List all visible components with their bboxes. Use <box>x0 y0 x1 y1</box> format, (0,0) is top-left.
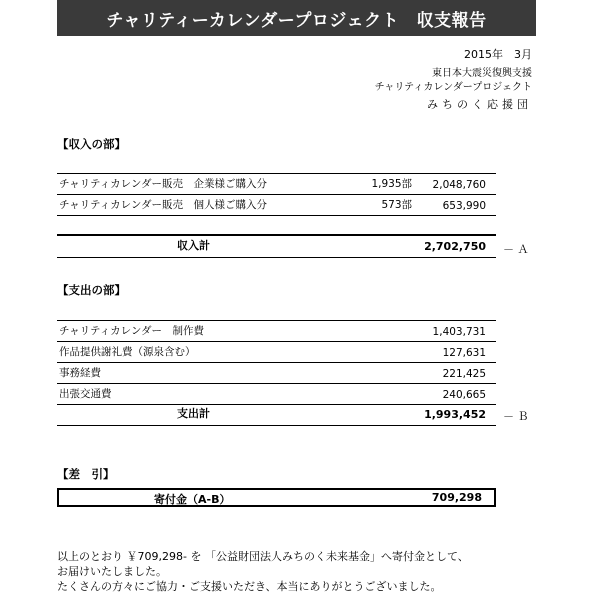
expense-total-row <box>57 404 496 426</box>
income-total-amount: 2,702,750 <box>424 240 486 253</box>
org-name: みちのく応援団 <box>427 98 532 111</box>
expense-total-label: 支出計 <box>177 407 210 420</box>
income-row-amount: 2,048,760 <box>432 179 486 191</box>
expense-row <box>57 384 496 405</box>
income-marker: － Ａ <box>503 243 529 256</box>
income-heading: 【収入の部】 <box>57 137 126 151</box>
expense-row-label: 作品提供謝礼費（源泉含む） <box>59 346 196 358</box>
income-row-qty: 573部 <box>381 199 412 211</box>
income-row-label: チャリティカレンダー販売 企業様ご購入分 <box>59 178 267 190</box>
balance-heading: 【差 引】 <box>57 467 115 481</box>
expense-row-amount: 221,425 <box>442 368 486 380</box>
expense-row-label: 事務経費 <box>59 367 101 379</box>
closing-note-line-3: たくさんの方々にご協力・ご支援いただき、本当にありがとうございました。 <box>57 580 442 593</box>
expense-row <box>57 342 496 363</box>
income-row-amount: 653,990 <box>442 200 486 212</box>
expense-total-amount: 1,993,452 <box>424 408 486 421</box>
income-total-row <box>57 236 496 258</box>
donation-label: 寄付金（A-B） <box>154 493 231 506</box>
income-total-label: 収入計 <box>177 239 210 252</box>
income-row <box>57 174 496 195</box>
income-row-label: チャリティカレンダー販売 個人様ご購入分 <box>59 199 267 211</box>
expense-row-amount: 1,403,731 <box>432 326 486 338</box>
donation-amount: 709,298 <box>431 491 482 504</box>
org-line-1: 東日本大震災復興支援 <box>432 68 532 79</box>
income-row <box>57 195 496 216</box>
income-row-qty: 1,935部 <box>371 178 412 190</box>
donation-total-box <box>57 488 496 507</box>
closing-note-line-2: お届けいたしました。 <box>57 565 167 578</box>
expense-heading: 【支出の部】 <box>57 283 126 297</box>
org-line-2: チャリティカレンダープロジェクト <box>374 82 532 93</box>
expense-marker: － Ｂ <box>503 410 529 423</box>
expense-row-label: チャリティカレンダー 制作費 <box>59 325 204 337</box>
expense-row <box>57 363 496 384</box>
report-date: 2015年 3月 <box>464 48 532 61</box>
closing-note-line-1: 以上のとおり ￥709,298- を 「公益財団法人みちのく未来基金」へ寄付金として、 <box>57 550 469 563</box>
report-title: チャリティーカレンダープロジェクト 収支報告 <box>57 0 536 36</box>
expense-row <box>57 321 496 342</box>
expense-row-amount: 240,665 <box>442 389 486 401</box>
expense-row-amount: 127,631 <box>442 347 486 359</box>
expense-row-label: 出張交通費 <box>59 388 112 400</box>
